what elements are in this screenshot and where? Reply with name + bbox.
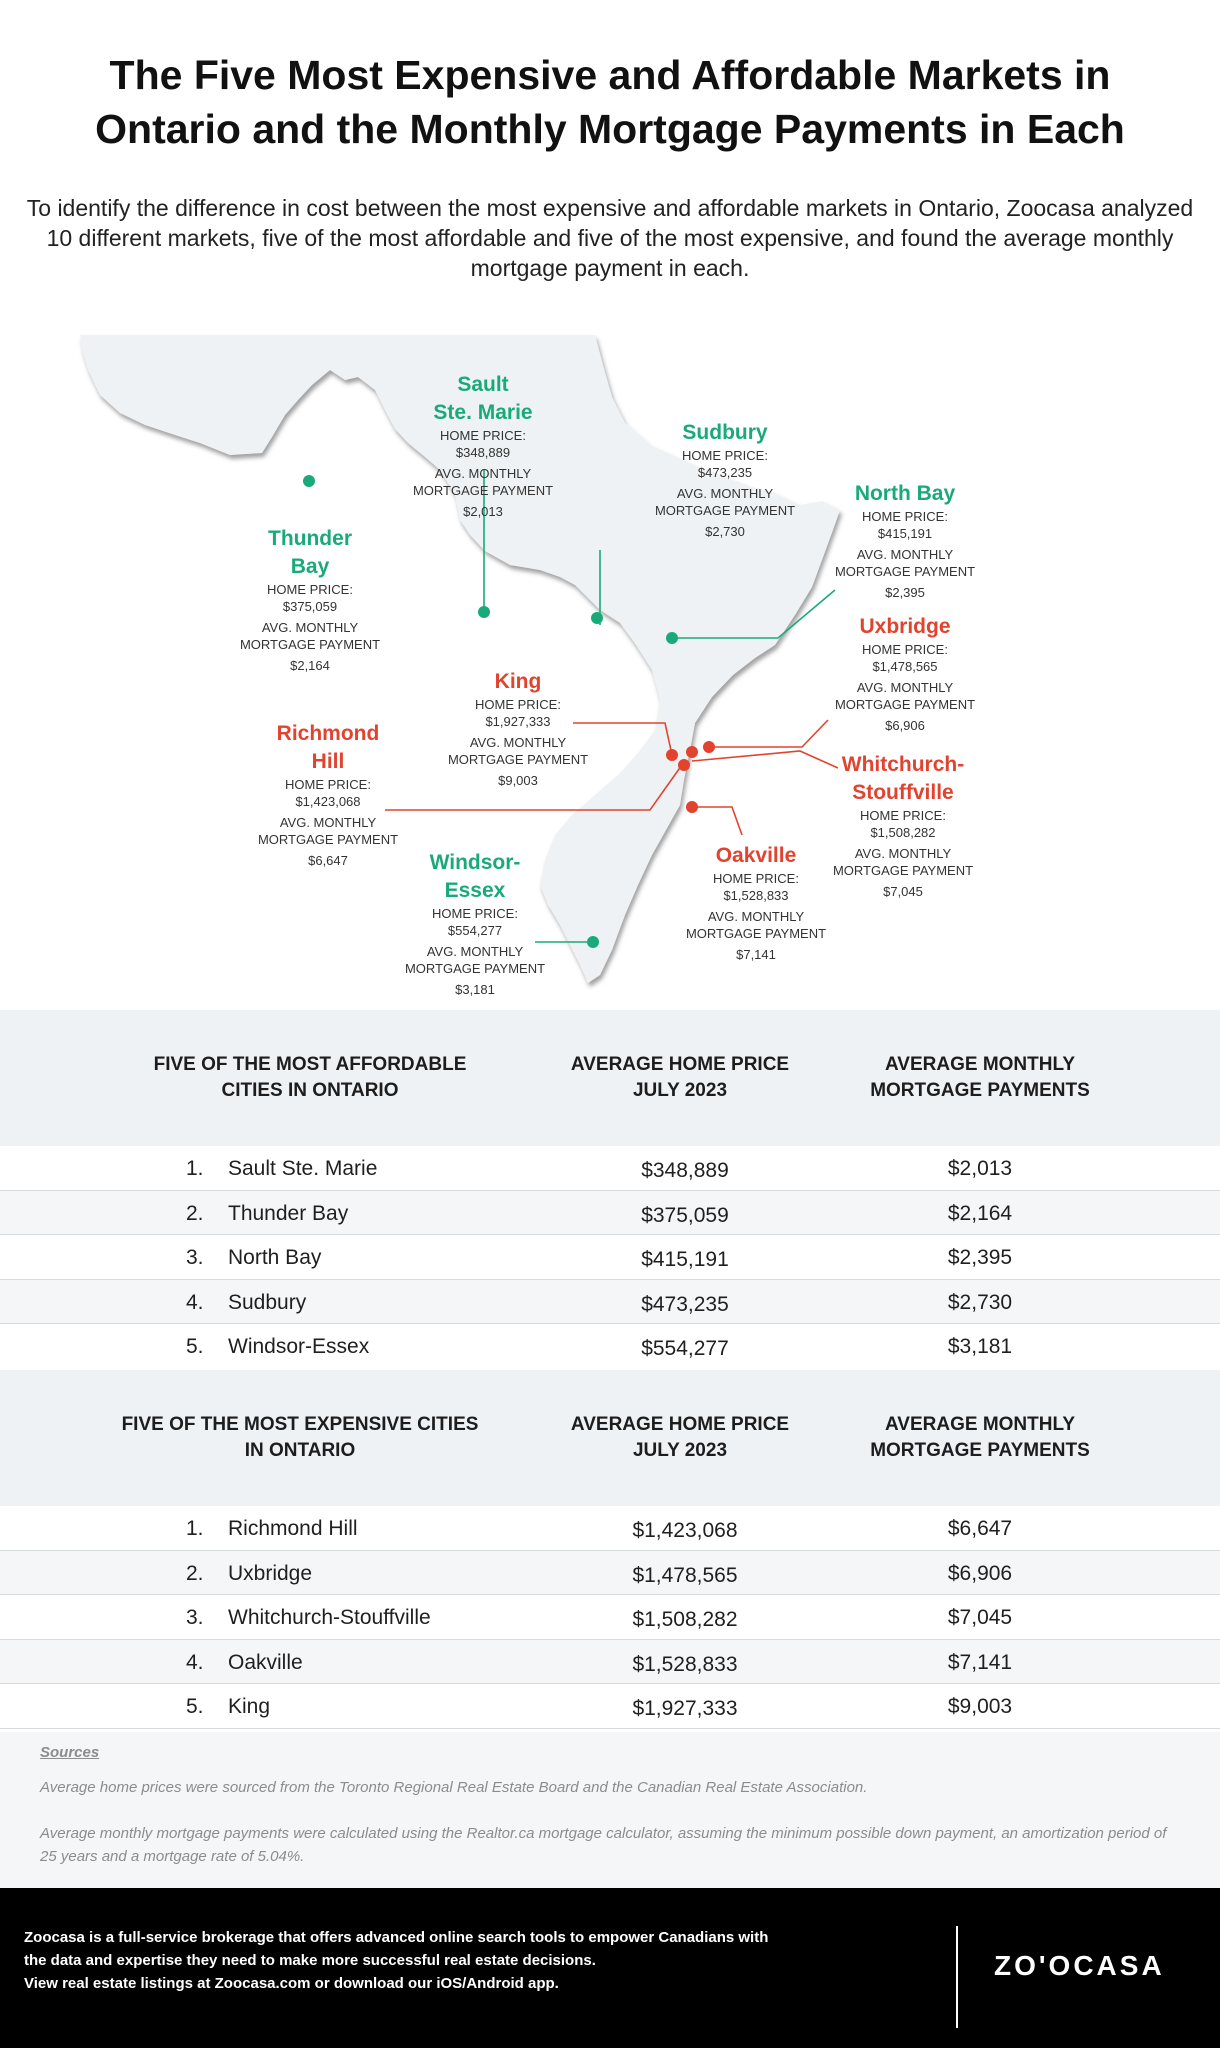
map-city-whitchurch-stouffville: Whitchurch- Stouffville HOME PRICE: $1,508,282 AVG. MONTHLY MORTGAGE PAYMENT $7,045 (832, 753, 974, 899)
map-city-north-bay: North Bay HOME PRICE: $415,191 AVG. MONTHLY MORTGAGE PAYMENT $2,395 (834, 482, 976, 600)
map-city-sudbury: Sudbury HOME PRICE: $473,235 AVG. MONTHLY MORTGAGE PAYMENT $2,730 (654, 421, 796, 539)
header-cities: FIVE OF THE MOST EXPENSIVE CITIES IN ONTARIO (121, 1414, 479, 1461)
table-row: 1. Sault Ste. Marie $348,889 $2,013 (0, 1146, 1220, 1191)
sources-heading: Sources (40, 1744, 100, 1761)
table-row: 4. Oakville $1,528,833 $7,141 (0, 1640, 1220, 1685)
page-title (0, 48, 1220, 156)
table-row: 2. Thunder Bay $375,059 $2,164 (0, 1191, 1220, 1236)
zoocasa-logo: ZO'OCASA (994, 1950, 1165, 1981)
affordable-table (0, 1010, 1220, 1369)
title-line-2: Ontario and the Monthly Mortgage Payments in Each (95, 106, 1125, 152)
header-cities: FIVE OF THE MOST AFFORDABLE CITIES IN ONTARIO (153, 1054, 467, 1101)
map-city-uxbridge: Uxbridge HOME PRICE: $1,478,565 AVG. MONTHLY MORTGAGE PAYMENT $6,906 (834, 615, 976, 733)
map-city-thunder-bay: Thunder Bay HOME PRICE: $375,059 AVG. MONTHLY MORTGAGE PAYMENT $2,164 (239, 527, 381, 673)
ontario-map (0, 325, 1220, 1005)
table-row: 5. King $1,927,333 $9,003 (0, 1684, 1220, 1729)
table-row: 3. North Bay $415,191 $2,395 (0, 1235, 1220, 1280)
table-row: 2. Uxbridge $1,478,565 $6,906 (0, 1551, 1220, 1596)
map-city-sault-ste-marie: Sault Ste. Marie HOME PRICE: $348,889 AVG. MONTHLY MORTGAGE PAYMENT $2,013 (412, 373, 554, 519)
map-city-king: King HOME PRICE: $1,927,333 AVG. MONTHLY MORTGAGE PAYMENT $9,003 (447, 670, 589, 788)
footer-text: Zoocasa is a full-service brokerage that offers advanced online search tools to empower Canadians with the data and expertise they need to make more successful real estate decisions. View real estate listings at Zoocasa.com or download our iOS/Android app. (24, 1929, 769, 1992)
sources-note-mortgage: Average monthly mortgage payments were calculated using the Realtor.ca mortgage calculator, assuming the minimum possible down payment, an amortization period of 25 years and a mortgage rate of 5.04%. (40, 1825, 1167, 1865)
table-row: 1. Richmond Hill $1,423,068 $6,647 (0, 1506, 1220, 1551)
sources-note-prices: Average home prices were sourced from the Toronto Regional Real Estate Board and the Canadian Real Estate Association. (40, 1779, 868, 1796)
map-city-richmond-hill: Richmond Hill HOME PRICE: $1,423,068 AVG. MONTHLY MORTGAGE PAYMENT $6,647 (257, 722, 399, 868)
header-mortgage-payments: AVERAGE MONTHLY MORTGAGE PAYMENTS (870, 1054, 1090, 1101)
affordable-table-header (0, 1010, 1220, 1146)
sources-section (0, 1732, 1220, 1888)
header-home-price: AVERAGE HOME PRICE JULY 2023 (570, 1414, 790, 1461)
footer-divider (956, 1926, 958, 2028)
map-city-oakville: Oakville HOME PRICE: $1,528,833 AVG. MONTHLY MORTGAGE PAYMENT $7,141 (685, 844, 827, 962)
expensive-table-header (0, 1370, 1220, 1506)
expensive-table (0, 1370, 1220, 1729)
footer (0, 1888, 1220, 2048)
header-mortgage-payments: AVERAGE MONTHLY MORTGAGE PAYMENTS (870, 1414, 1090, 1461)
table-row: 5. Windsor-Essex $554,277 $3,181 (186, 1335, 1013, 1360)
title-line-1: The Five Most Expensive and Affordable Markets in (109, 52, 1111, 98)
intro-paragraph: To identify the difference in cost between the most expensive and affordable markets in Ontario, Zoocasa analyzed 10 different markets, five of the most affordable and five of the most expensive, and found the average monthly mortgage payment in each. (26, 195, 1194, 281)
header-home-price: AVERAGE HOME PRICE JULY 2023 (570, 1054, 790, 1101)
table-row: 4. Sudbury $473,235 $2,730 (0, 1280, 1220, 1325)
map-shape (0, 325, 1220, 1005)
map-city-windsor-essex: Windsor- Essex HOME PRICE: $554,277 AVG. MONTHLY MORTGAGE PAYMENT $3,181 (404, 851, 546, 997)
table-row: 3. Whitchurch-Stouffville $1,508,282 $7,045 (0, 1595, 1220, 1640)
